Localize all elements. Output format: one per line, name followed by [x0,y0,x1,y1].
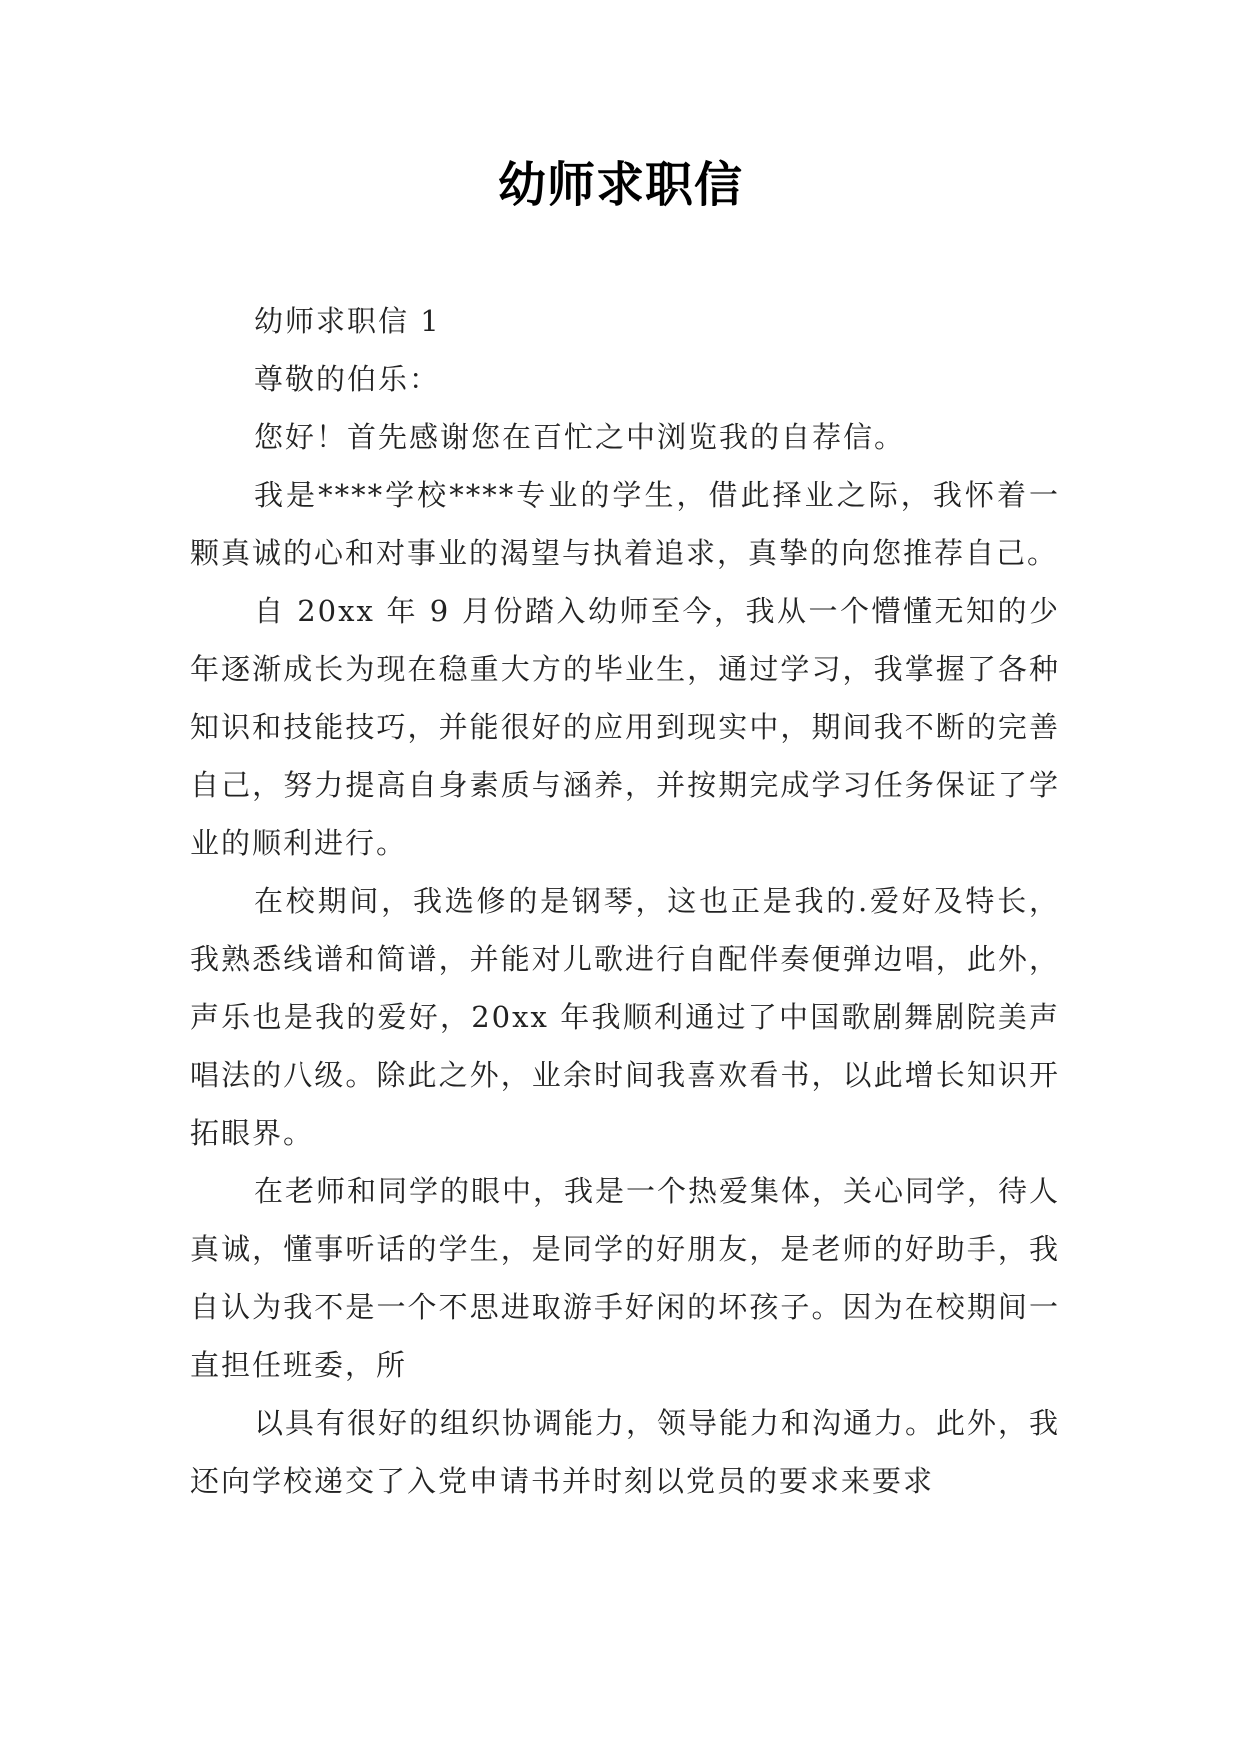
paragraph-greeting: 您好！首先感谢您在百忙之中浏览我的自荐信。 [254,420,906,454]
document-body [190,292,1060,1510]
paragraph-heading: 幼师求职信 1 [254,304,441,338]
paragraph-character: 在老师和同学的眼中，我是一个热爱集体，关心同学，待人真诚，懂事听话的学生，是同学的好朋友，是老师的好助手，我自认为我不是一个不思进取游手好闲的坏孩子。因为在校期间一直担任班委，所 [190,1174,1061,1382]
paragraph-hobbies: 在校期间，我选修的是钢琴，这也正是我的.爱好及特长，我熟悉线谱和简谱，并能对儿歌进行自配伴奏便弹边唱，此外，声乐也是我的爱好，20xx 年我顺利通过了中国歌剧舞剧院美声唱法的八级。除此之外，业余时间我喜欢看书，以此增长知识开拓眼界。 [190,884,1060,1150]
paragraph-introduction: 我是****学校****专业的学生，借此择业之际，我怀着一颗真诚的心和对事业的渴望与执着追求，真挚的向您推荐自己。 [190,478,1060,570]
document-title: 幼师求职信 [497,157,743,213]
paragraph-salutation: 尊敬的伯乐： [254,362,441,396]
paragraph-study-experience: 自 20xx 年 9 月份踏入幼师至今，我从一个懵懂无知的少年逐渐成长为现在稳重大方的毕业生，通过学习，我掌握了各种知识和技能技巧，并能很好的应用到现实中，期间我不断的完善自己，努力提高自身素质与涵养，并按期完成学习任务保证了学业的顺利进行。 [190,594,1060,860]
paragraph-abilities: 以具有很好的组织协调能力，领导能力和沟通力。此外，我还向学校递交了入党申请书并时刻以党员的要求来要求 [190,1406,1061,1498]
